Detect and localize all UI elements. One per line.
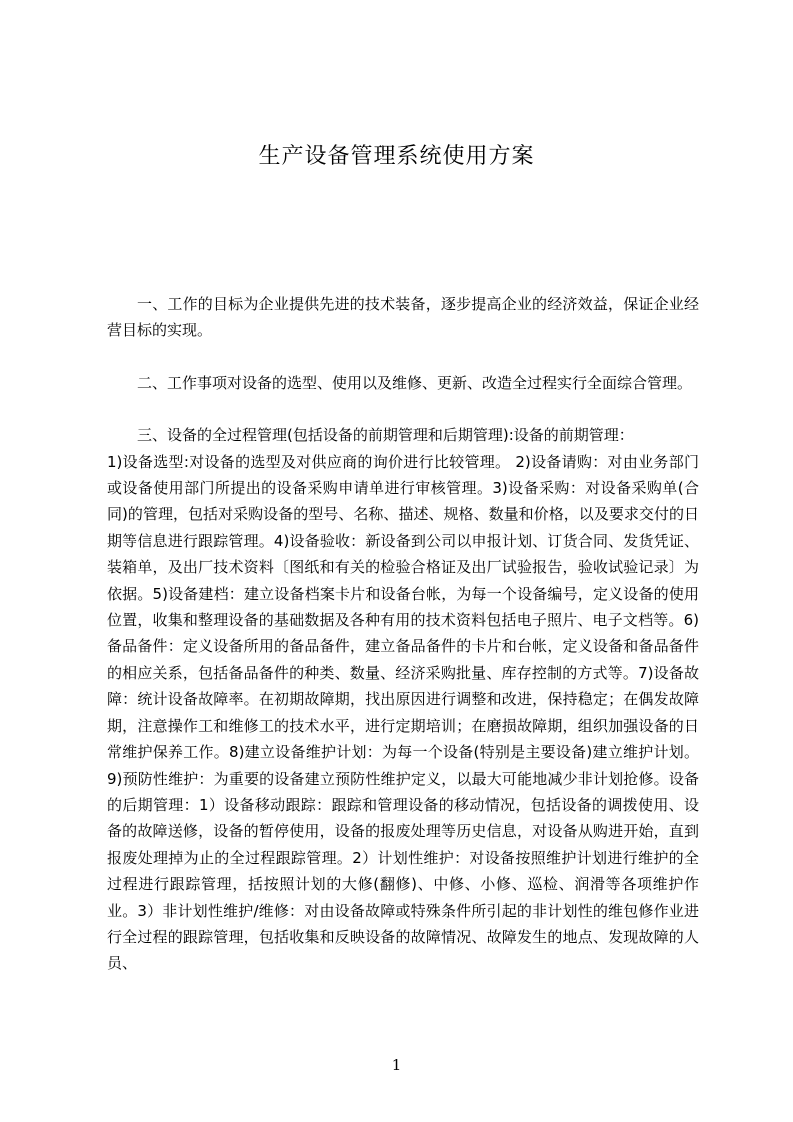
document-body [107,291,699,977]
paragraph-goal: 一、工作的目标为企业提供先进的技术装备，逐步提高企业的经济效益，保证企业经营目标的实现。 [107,295,699,340]
paragraph-section-body: 1)设备选型:对设备的选型及对供应商的询价进行比较管理。 2)设备请购：对由业务部门或设备使用部门所提出的设备采购申请单进行审核管理。3)设备采购：对设备采购单(合同)的管理，包括对采购设备的型号、名称、描述、规格、数量和价格，以及要求交付的日期等信息进行跟踪管理。4)设备验收：新设备到公司以申报计划、订货合同、发货凭证、装箱单，及出厂技术资料〔图纸和有关的检验合格证及出厂试验报告，验收试验记录〕为依据。5)设备建档：建立设备档案卡片和设备台帐，为每一个设备编号，定义设备的使用位置，收集和整理设备的基础数据及各种有用的技术资料包括电子照片、电子文档等。6)备品备件：定义设备所用的备品备件，建立备品备件的卡片和台帐，定义设备和备品备件的相应关系，包括备品备件的种类、数量、经济采购批量、库存控制的方式等。7)设备故障：统计设备故障率。在初期故障期，找出原因进行调整和改进，保持稳定；在偶发故障期，注意操作工和维修工的技术水平，进行定期培训；在磨损故障期，组织加强设备的日常维护保养工作。8)建立设备维护计划：为每一个设备(特别是主要设备)建立维护计划。9)预防性维护：为重要的设备建立预防性维护定义，以最大可能地减少非计划抢修。设备的后期管理：1）设备移动跟踪：跟踪和管理设备的移动情况，包括设备的调拨使用、设备的故障送修，设备的暂停使用，设备的报废处理等历史信息，对设备从购进开始，直到报废处理掉为止的全过程跟踪管理。2）计划性维护：对设备按照维护计划进行维护的全过程进行跟踪管理，括按照计划的大修(翻修)、中修、小修、巡检、润滑等各项维护作业。3）非计划性维护/维修：对由设备故障或特殊条件所引起的非计划性的维包修作业进行全过程的跟踪管理，包括收集和反映设备的故障情况、故障发生的地点、发现故障的人员、 [107,452,699,973]
page-number: 1 [391,1056,402,1074]
paragraph-full-process-management [107,422,699,977]
paragraph-work-items: 二、工作事项对设备的选型、使用以及维修、更新、改造全过程实行全面综合管理。 [137,373,693,392]
document-title: 生产设备管理系统使用方案 [258,144,535,169]
paragraph-section-heading: 三、设备的全过程管理(包括设备的前期管理和后期管理):设备的前期管理： [137,426,634,445]
